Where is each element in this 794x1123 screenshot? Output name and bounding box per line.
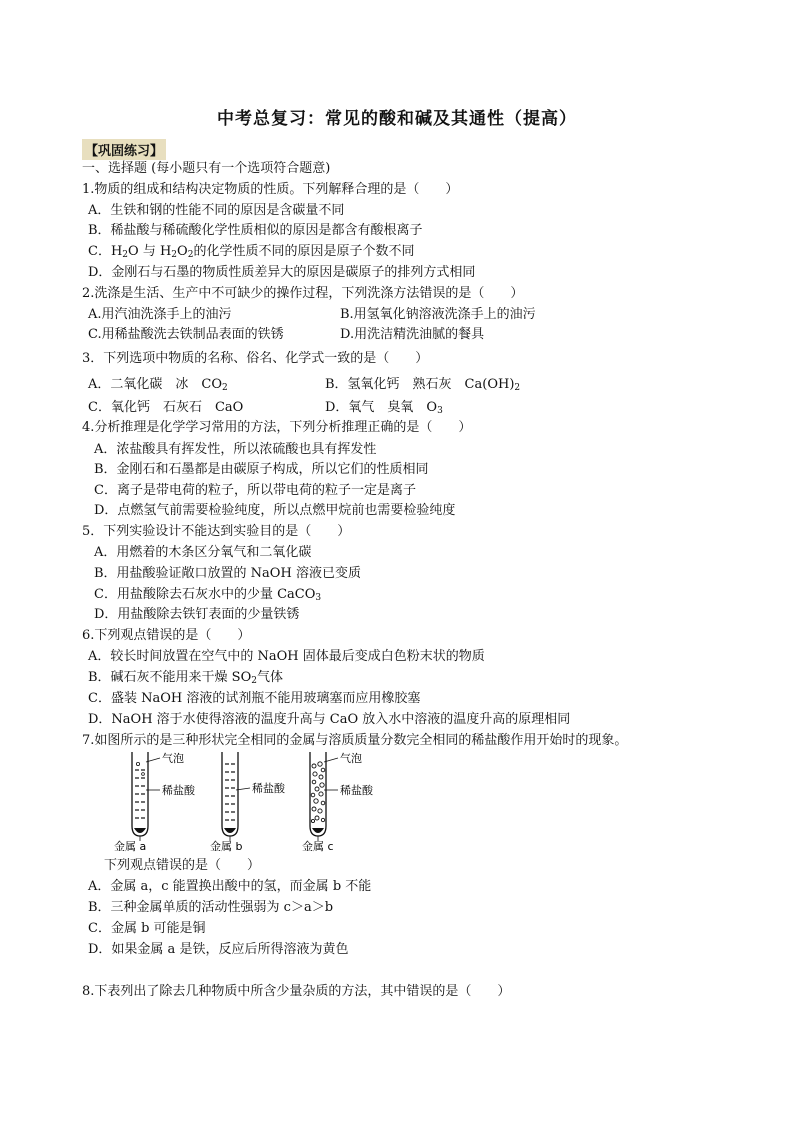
- question-4-option-b: B．金刚石和石墨都是由碳原子构成，所以它们的性质相同: [94, 462, 429, 477]
- question-1-option-a: A．生铁和钢的性能不同的原因是含碳量不同: [88, 203, 345, 218]
- question-3-stem: 3．下列选项中物质的名称、俗名、化学式一致的是（ ）: [82, 351, 429, 366]
- question-2-option-c: C.用稀盐酸洗去铁制品表面的铁锈: [88, 327, 284, 342]
- question-6-option-c: C．盛装 NaOH 溶液的试剂瓶不能用玻璃塞而应用橡胶塞: [88, 691, 421, 706]
- question-2-option-d: D.用洗洁精洗油腻的餐具: [340, 327, 485, 342]
- page-title: 中考总复习：常见的酸和碱及其通性（提高）: [217, 109, 577, 129]
- test-tube-b: [210, 752, 286, 852]
- question-7-option-c: C．金属 b 可能是铜: [88, 921, 206, 936]
- question-5-stem: 5．下列实验设计不能达到实验目的是（ ）: [82, 524, 351, 539]
- acid-label-a: 稀盐酸: [162, 784, 195, 797]
- question-7-option-d: D．如果金属 a 是铁，反应后所得溶液为黄色: [88, 942, 349, 957]
- bubble-label-a: 气泡: [162, 752, 184, 765]
- question-5-option-a: A．用燃着的木条区分氧气和二氧化碳: [94, 545, 312, 560]
- metal-c-label: 金属 c: [302, 840, 334, 852]
- question-4-stem: 4.分析推理是化学学习常用的方法，下列分析推理正确的是（ ）: [82, 420, 472, 435]
- question-1-option-c: C．$H_2O$ 与 $H_2O_2$的化学性质不同的原因是原子个数不同: [88, 244, 415, 260]
- test-tube-figure: [110, 748, 410, 852]
- question-4-option-a: A．浓盐酸具有挥发性，所以浓硫酸也具有挥发性: [94, 442, 377, 457]
- section-tag: 【巩固练习】: [82, 139, 166, 160]
- question-7-stem: 7.如图所示的是三种形状完全相同的金属与溶质质量分数完全相同的稀盐酸作用开始时的现象。: [82, 733, 628, 748]
- question-1-option-d: D．金刚石与石墨的物质性质差异大的原因是碳原子的排列方式相同: [88, 265, 476, 280]
- test-tube-a: [114, 751, 196, 852]
- question-7-option-a: A．金属 a，c 能置换出酸中的氢，而金属 b 不能: [88, 879, 372, 894]
- question-3-option-a: A．二氧化碳 冰 $CO_2$: [88, 377, 228, 393]
- question-5-option-c: C．用盐酸除去石灰水中的少量 CaCO$_3$: [94, 587, 322, 603]
- question-2-option-a: A.用汽油洗涤手上的油污: [88, 307, 232, 322]
- question-8-stem: 8.下表列出了除去几种物质中所含少量杂质的方法，其中错误的是（ ）: [82, 984, 511, 999]
- bubble-label-c: 气泡: [340, 752, 362, 765]
- question-5-option-d: D．用盐酸除去铁钉表面的少量铁锈: [94, 607, 300, 622]
- question-3-option-c: C．氧化钙 石灰石 CaO: [88, 400, 244, 415]
- question-4-option-c: C．离子是带电荷的粒子，所以带电荷的粒子一定是离子: [94, 483, 416, 498]
- question-2-stem: 2.洗涤是生活、生产中不可缺少的操作过程，下列洗涤方法错误的是（ ）: [82, 286, 524, 301]
- question-5-option-b: B．用盐酸验证敞口放置的 NaOH 溶液已变质: [94, 566, 361, 581]
- question-4-option-d: D．点燃氢气前需要检验纯度，所以点燃甲烷前也需要检验纯度: [94, 503, 456, 518]
- question-1-option-b: B．稀盐酸与稀硫酸化学性质相似的原因是都含有酸根离子: [88, 223, 423, 238]
- metal-a-label: 金属 a: [114, 840, 147, 852]
- question-1-stem: 1.物质的组成和结构决定物质的性质。下列解释合理的是（ ）: [82, 182, 459, 197]
- question-6-option-a: A．较长时间放置在空气中的 NaOH 固体最后变成白色粉末状的物质: [88, 649, 485, 664]
- question-6-option-d: D．NaOH 溶于水使得溶液的温度升高与 CaO 放入水中溶液的温度升高的原理相同: [88, 712, 571, 727]
- question-7-sub-stem: 下列观点错误的是（ ）: [104, 858, 261, 873]
- acid-label-c: 稀盐酸: [340, 784, 373, 797]
- section-heading: 一、选择题 (每小题只有一个选项符合题意): [82, 161, 331, 176]
- question-3-option-d: D．氧气 臭氧 $O_3$: [325, 400, 443, 416]
- acid-label-b: 稀盐酸: [252, 782, 285, 795]
- test-tube-c: [302, 751, 374, 852]
- question-2-option-b: B.用氢氧化钠溶液洗涤手上的油污: [340, 307, 536, 322]
- metal-b-label: 金属 b: [210, 840, 243, 852]
- question-6-option-b: B．碱石灰不能用来干燥 $SO_2$气体: [88, 670, 283, 686]
- question-7-option-b: B．三种金属单质的活动性强弱为 c＞a＞b: [88, 900, 334, 915]
- question-6-stem: 6.下列观点错误的是（ ）: [82, 628, 251, 643]
- question-3-option-b: B．氢氧化钙 熟石灰 $Ca(OH)_2$: [325, 377, 521, 393]
